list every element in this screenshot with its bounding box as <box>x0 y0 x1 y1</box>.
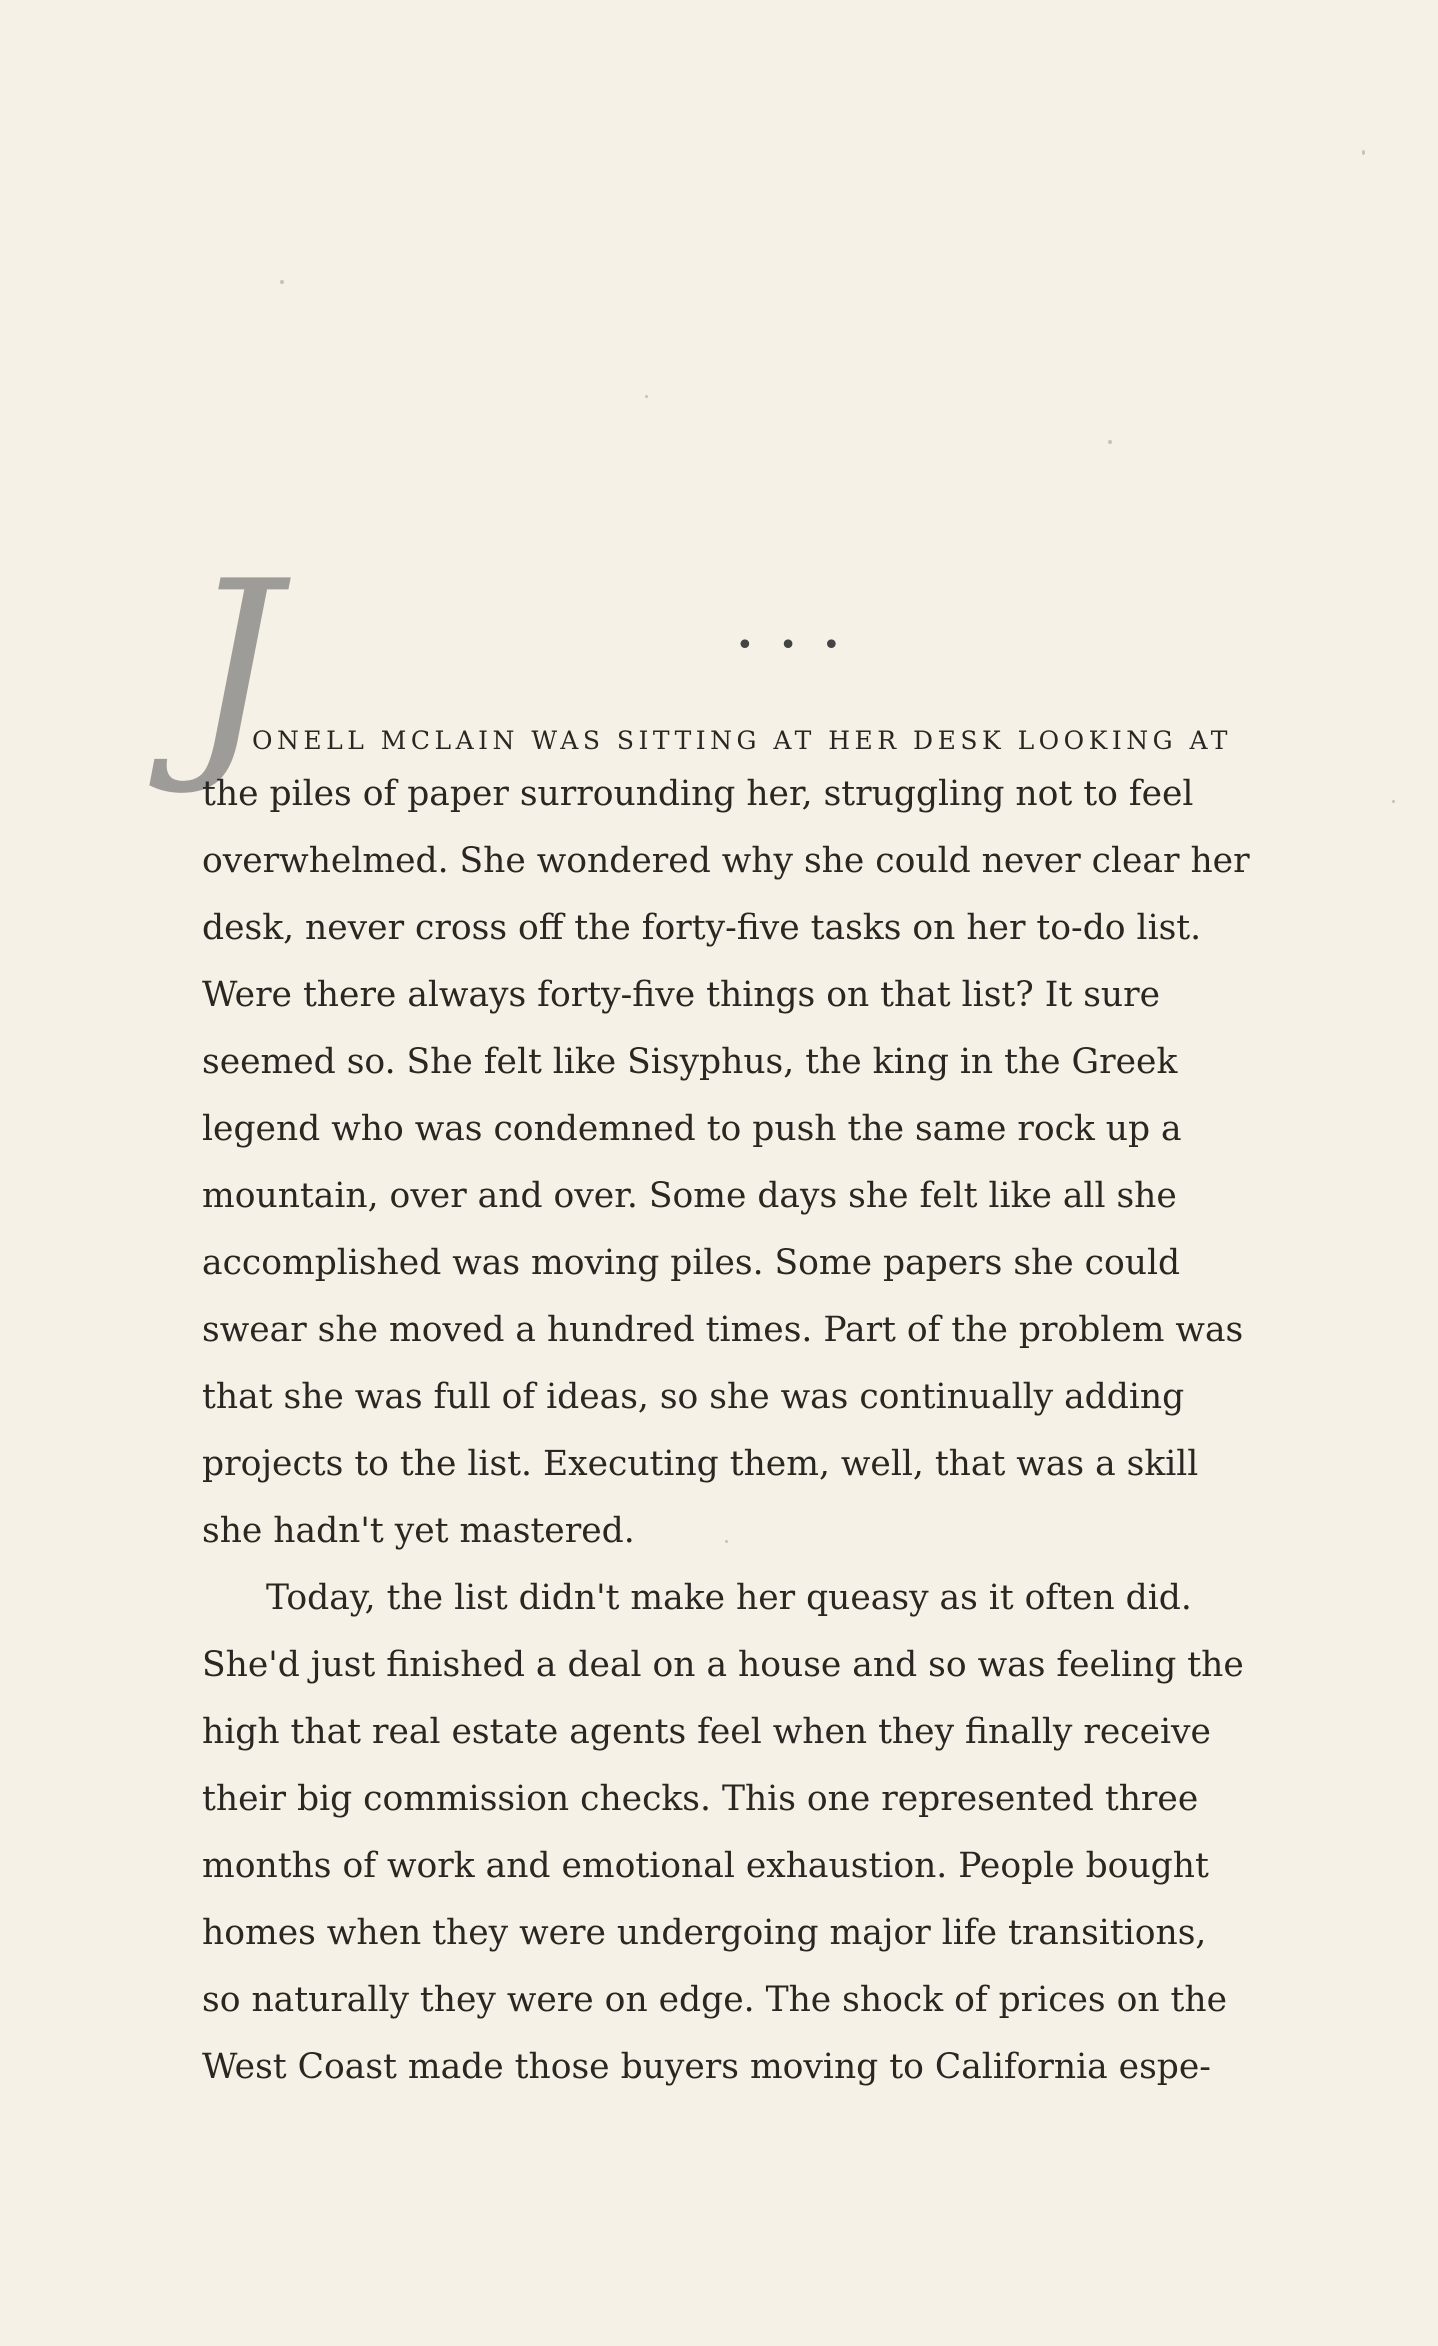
paper-speck <box>1108 440 1112 444</box>
paper-speck <box>1392 800 1395 803</box>
section-ornament: • • • <box>736 628 849 663</box>
text-line: West Coast made those buyers moving to California espe- <box>202 2047 1211 2087</box>
text-line: overwhelmed. She wondered why she could never clear her <box>202 841 1250 881</box>
paper-speck <box>645 395 648 398</box>
text-line: so naturally they were on edge. The shock of prices on the <box>202 1980 1228 2020</box>
text-line-paragraph-start: Today, the list didn't make her queasy as it often did. <box>266 1578 1192 1618</box>
text-line: projects to the list. Executing them, well, that was a skill <box>202 1444 1199 1484</box>
text-line: that she was full of ideas, so she was continually adding <box>202 1377 1185 1417</box>
paper-speck <box>280 280 284 284</box>
text-line: the piles of paper surrounding her, struggling not to feel <box>202 774 1194 814</box>
text-line: She'd just finished a deal on a house and so was feeling the <box>202 1645 1244 1685</box>
text-line: mountain, over and over. Some days she felt like all she <box>202 1176 1177 1216</box>
text-line: desk, never cross off the forty-five tasks on her to-do list. <box>202 908 1202 948</box>
text-line: Were there always forty-five things on that list? It sure <box>202 975 1161 1015</box>
text-line: seemed so. She felt like Sisyphus, the king in the Greek <box>202 1042 1178 1082</box>
body-text <box>202 721 1344 2101</box>
text-line: accomplished was moving piles. Some papers she could <box>202 1243 1181 1283</box>
paper-speck <box>1362 150 1365 155</box>
text-line: months of work and emotional exhaustion. People bought <box>202 1846 1209 1886</box>
drop-cap: J <box>188 533 281 800</box>
text-line: homes when they were undergoing major life transitions, <box>202 1913 1207 1953</box>
text-line: high that real estate agents feel when they finally receive <box>202 1712 1211 1752</box>
text-line: she hadn't yet mastered. <box>202 1511 635 1551</box>
opening-small-caps-line: ONELL MCLAIN WAS SITTING AT HER DESK LOOKING AT <box>252 726 1232 755</box>
text-line: swear she moved a hundred times. Part of the problem was <box>202 1310 1244 1350</box>
text-line: their big commission checks. This one represented three <box>202 1779 1199 1819</box>
text-line: legend who was condemned to push the same rock up a <box>202 1109 1182 1149</box>
